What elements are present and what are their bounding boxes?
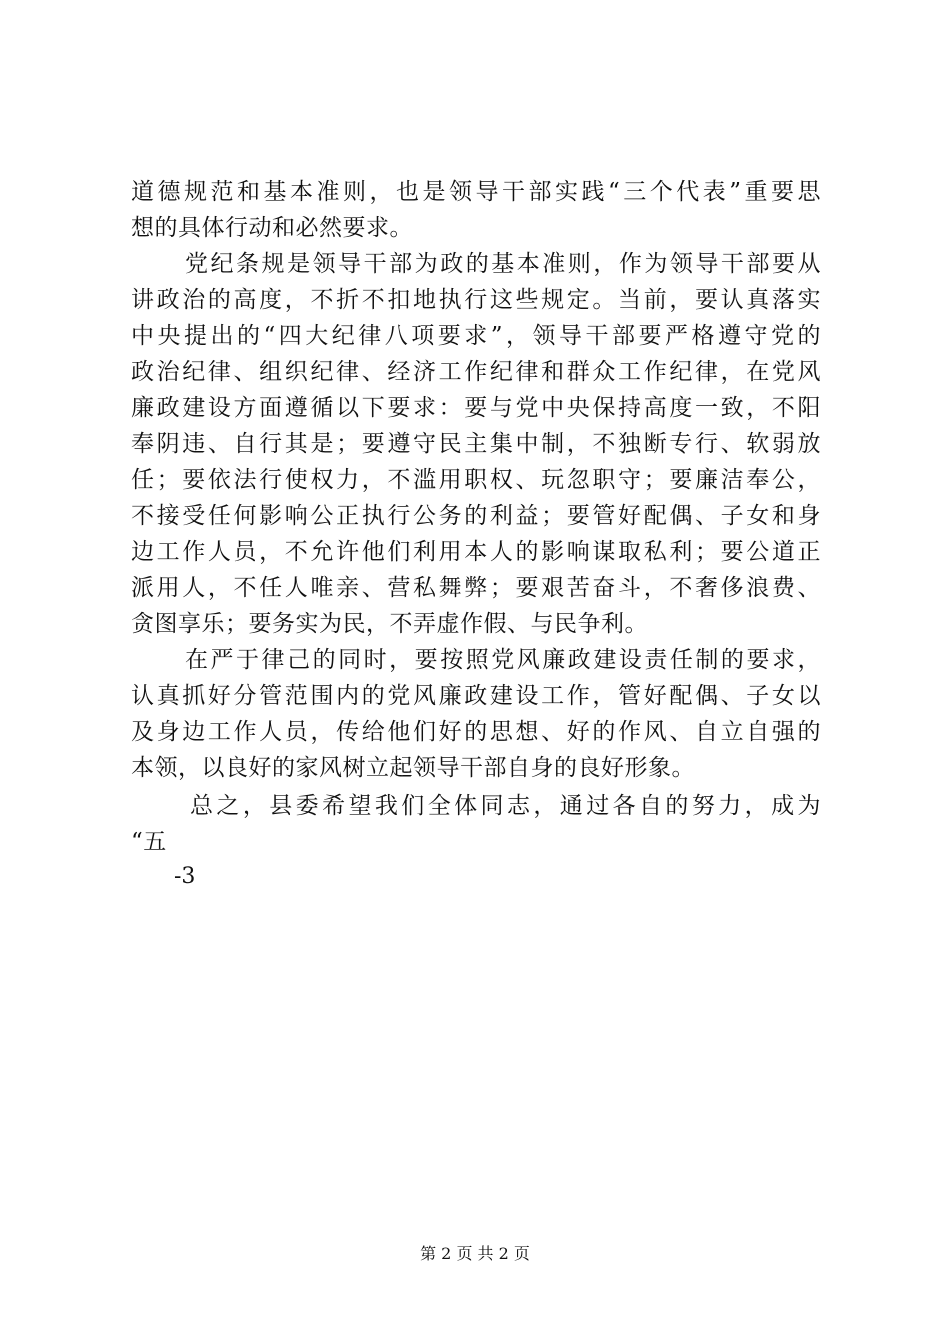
page-footer: 第 2 页 共 2 页: [420, 1244, 530, 1263]
text-line: 派用人，不任人唯亲、营私舞弊；要艰苦奋斗，不奢侈浪费、: [131, 575, 821, 601]
text-line: 讲政治的高度，不折不扣地执行这些规定。当前，要认真落实: [131, 287, 821, 313]
text-line: “五: [131, 829, 167, 855]
text-line: 在严于律己的同时，要按照党风廉政建设责任制的要求，: [185, 647, 821, 673]
text-line: 本领，以良好的家风树立起领导干部自身的良好形象。: [131, 755, 695, 781]
text-line: 及身边工作人员，传给他们好的思想、好的作风、自立自强的: [131, 719, 821, 745]
page-marker: -3: [174, 864, 196, 889]
text-line: 道德规范和基本准则，也是领导干部实践“三个代表”重要思: [131, 179, 821, 205]
text-line: 认真抓好分管范围内的党风廉政建设工作，管好配偶、子女以: [131, 683, 821, 709]
text-line: 廉政建设方面遵循以下要求：要与党中央保持高度一致，不阳: [131, 395, 821, 421]
text-line: 想的具体行动和必然要求。: [131, 215, 413, 241]
text-line: 中央提出的“四大纪律八项要求”，领导干部要严格遵守党的: [131, 323, 821, 349]
text-line: 奉阴违、自行其是；要遵守民主集中制，不独断专行、软弱放: [131, 431, 821, 457]
text-line: 总之，县委希望我们全体同志，通过各自的努力，成为: [190, 793, 821, 819]
text-line: 政治纪律、组织纪律、经济工作纪律和群众工作纪律，在党风: [131, 359, 821, 385]
text-line: 不接受任何影响公正执行公务的利益；要管好配偶、子女和身: [131, 503, 821, 529]
text-line: 边工作人员，不允许他们利用本人的影响谋取私利；要公道正: [131, 539, 821, 565]
text-line: 任；要依法行使权力，不滥用职权、玩忽职守；要廉洁奉公，: [131, 467, 821, 493]
text-line: 党纪条规是领导干部为政的基本准则，作为领导干部要从: [185, 251, 821, 277]
text-line: 贪图享乐；要务实为民，不弄虚作假、与民争利。: [131, 611, 648, 637]
